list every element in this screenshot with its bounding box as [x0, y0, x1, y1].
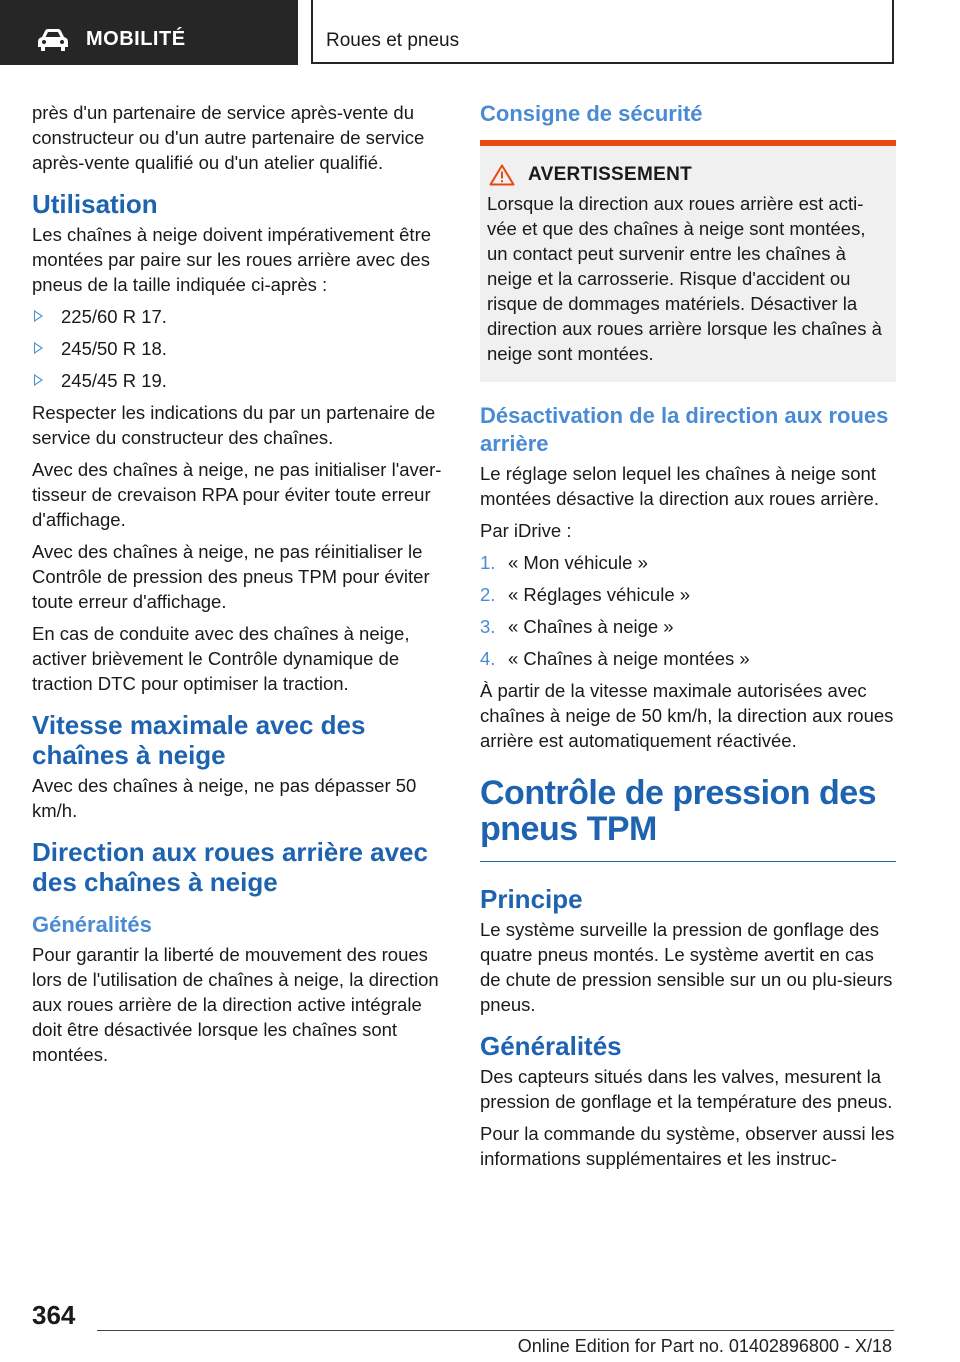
consigne-heading: Consigne de sécurité — [480, 101, 703, 126]
chapter-tab[interactable] — [0, 0, 298, 65]
tpm-generalites-p2: Pour la commande du système, observer aussi les informations supplémentaires et les instruc- — [480, 1123, 895, 1169]
list-item: 245/50 R 18. — [32, 336, 448, 361]
tpm-generalites-p1: Des capteurs situés dans les valves, mesurent la pression de gonflage et la température des pneus. — [480, 1066, 893, 1112]
list-item: 4. « Chaînes à neige montées » — [480, 648, 750, 669]
direction-generalites-heading: Généralités — [32, 912, 152, 937]
footer-divider — [97, 1330, 894, 1331]
utilisation-text: Les chaînes à neige doivent impérativement être montées par paire sur les roues arrière avec des pneus de la taille indiquée ci-après : — [32, 224, 432, 295]
desactivation-heading: Désactivation de la direction aux roues arrière — [480, 403, 889, 456]
utilisation-p2: Avec des chaînes à neige, ne pas initialiser l'aver-tisseur de crevaison RPA pour éviter toute erreur d'affichage. — [32, 459, 442, 530]
principe-heading: Principe — [480, 884, 583, 914]
warning-triangle-icon — [489, 164, 515, 186]
section-divider — [480, 861, 896, 862]
utilisation-p4: En cas de conduite avec des chaînes à neige, activer brièvement le Contrôle dynamique de traction DTC pour optimiser la traction. — [32, 623, 410, 694]
utilisation-heading: Utilisation — [32, 189, 158, 219]
section-title: Roues et pneus — [326, 30, 460, 51]
warning-box — [480, 140, 896, 382]
section-header — [311, 0, 894, 64]
bullet-triangle-icon — [34, 342, 43, 354]
utilisation-p1: Respecter les indications du par un partenaire de service du constructeur des chaînes. — [32, 402, 436, 448]
intro-paragraph: près d'un partenaire de service après-vente du constructeur ou d'un autre partenaire de service après-vente qualifié ou d'un atelier qualifié. — [32, 102, 425, 173]
idrive-steps — [480, 550, 896, 671]
utilisation-p3: Avec des chaînes à neige, ne pas réinitialiser le Contrôle de pression des pneus TPM pour éviter toute erreur d'affichage. — [32, 541, 430, 612]
tire-size-list — [32, 304, 448, 393]
warning-header — [487, 164, 888, 186]
bullet-triangle-icon — [34, 374, 43, 386]
direction-heading: Direction aux roues arrière avec des chaînes à neige — [32, 837, 428, 897]
principe-text: Le système surveille la pression de gonflage des quatre pneus montés. Le système avertit en cas de chute de pression sensible sur un ou plu-sieurs pneus. — [480, 919, 893, 1015]
list-item: 245/45 R 19. — [32, 368, 448, 393]
tpm-generalites-heading: Généralités — [480, 1031, 622, 1061]
footer-edition: Online Edition for Part no. 01402896800 - X/18 — [517, 1336, 892, 1356]
bullet-triangle-icon — [34, 310, 43, 322]
list-item: 2. « Réglages véhicule » — [480, 584, 691, 605]
direction-text: Pour garantir la liberté de mouvement des roues lors de l'utilisation de chaînes à neige, la direction aux roues arrière de la direction active intégrale doit être désactivée lorsque les chaînes sont montées. — [32, 944, 439, 1065]
desactivation-text: Le réglage selon lequel les chaînes à neige sont montées désactive la direction aux roues arrière. — [480, 463, 879, 509]
tpm-heading: Contrôle de pression des pneus TPM — [480, 774, 877, 848]
vitesse-text: Avec des chaînes à neige, ne pas dépasser 50 km/h. — [32, 775, 417, 821]
page-number: 364 — [32, 1300, 76, 1330]
chapter-label: MOBILITÉ — [86, 28, 186, 50]
list-item: 3. « Chaînes à neige » — [480, 616, 674, 637]
right-column — [480, 100, 896, 1178]
list-item: 225/60 R 17. — [32, 304, 448, 329]
reactivation-text: À partir de la vitesse maximale autorisées avec chaînes à neige de 50 km/h, la direction aux roues arrière est automatiquement réactivée. — [480, 680, 894, 751]
vitesse-heading: Vitesse maximale avec des chaînes à neige — [32, 710, 366, 770]
warning-text: Lorsque la direction aux roues arrière est acti-vée et que des chaînes à neige sont montées, un contact peut survenir entre les chaînes à neige et la carrosserie. Risque d'accident ou risque de dommages matériels. Désactiver la direction aux roues arrière lorsque les chaînes à neige sont montées. — [487, 193, 882, 364]
idrive-label: Par iDrive : — [480, 520, 572, 541]
list-item: 1. « Mon véhicule » — [480, 552, 648, 573]
left-column — [32, 100, 448, 1074]
warning-title: AVERTISSEMENT — [528, 164, 693, 185]
car-icon — [36, 29, 70, 53]
